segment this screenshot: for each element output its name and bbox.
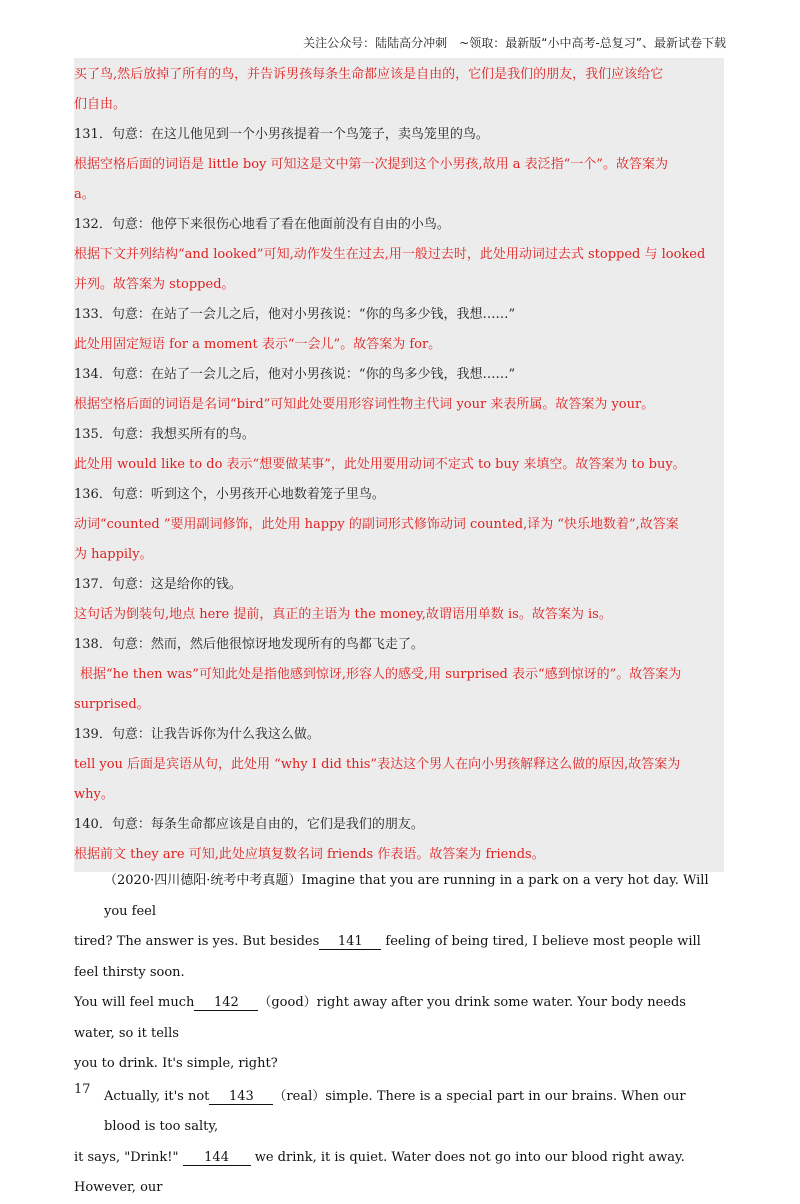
passage-line [74, 927, 724, 988]
passage-text: tired? The answer is yes. But besides [74, 934, 320, 949]
passage-line [74, 988, 724, 1049]
passage-text: we drink, it is quiet. Water does not go into our blood right away. However, our [74, 1149, 685, 1195]
answer-explanation-line: 此处用固定短语 for a moment 表示“一会儿”。故答案为 for。 [74, 337, 442, 352]
reading-passage [74, 866, 724, 1204]
passage-line: you to drink. It's simple, right? [74, 1056, 278, 1071]
passage-text: （real）simple. There is a special part in our brains. When our blood is too salty, [104, 1088, 686, 1134]
blank-143[interactable]: 143 [209, 1090, 273, 1105]
answer-explanation-line: 根据空格后面的词语是名词“bird”可知此处要用形容词性物主代词 your 来表所属。故答案为 your。 [74, 397, 655, 412]
answer-explanations [74, 58, 724, 872]
answer-explanation-line: tell you 后面是宾语从句，此处用 “why I did this”表达这个男人在向小男孩解释这么做的原因,故答案为 [74, 757, 681, 772]
page-number: 17 [74, 1082, 91, 1097]
answer-explanation-line: a。 [74, 187, 95, 202]
page-header: 关注公众号：陆陆高分冲刺 ~领取：最新版“小中高考-总复习”、最新试卷下载 [303, 36, 726, 50]
question-translation-line: 137．句意：这是给你的钱。 [74, 577, 242, 592]
answer-explanation-line: why。 [74, 787, 114, 802]
passage-text: You will feel much [74, 995, 195, 1010]
blank-144[interactable]: 144 [183, 1151, 251, 1166]
passage-line [74, 1082, 724, 1143]
question-translation-line: 134．句意：在站了一会儿之后，他对小男孩说：“你的鸟多少钱，我想……” [74, 367, 516, 382]
answer-explanation-line: 动词“counted ”要用副词修饰，此处用 happy 的副词形式修饰动词 counted,译为 “快乐地数着”,故答案 [74, 517, 679, 532]
passage-text: it says, "Drink!" [74, 1149, 183, 1165]
answer-explanation-line: 们自由。 [74, 97, 127, 112]
answer-explanation-line: 为 happily。 [74, 547, 153, 562]
answer-explanation-line: 根据空格后面的词语是 little boy 可知这是文中第一次提到这个小男孩,故用 a 表泛指“一个”。故答案为 [74, 157, 668, 172]
answer-explanation-line: 这句话为倒装句,地点 here 提前，真正的主语为 the money,故谓语用单数 is。故答案为 is。 [74, 607, 612, 622]
answer-explanation-line: 此处用 would like to do 表示“想要做某事”，此处用要用动词不定式 to buy 来填空。故答案为 to buy。 [74, 457, 686, 472]
question-translation-line: 139．句意：让我告诉你为什么我这么做。 [74, 727, 320, 742]
passage-text: （good）right away after you drink some water. Your body needs water, so it tells [74, 995, 686, 1041]
question-translation-line: 131．句意：在这儿他见到一个小男孩提着一个鸟笼子，卖鸟笼里的鸟。 [74, 127, 489, 142]
answer-explanation-line: 根据前文 they are 可知,此处应填复数名词 friends 作表语。故答案为 friends。 [74, 847, 545, 862]
question-translation-line: 133．句意：在站了一会儿之后，他对小男孩说：“你的鸟多少钱，我想……” [74, 307, 516, 322]
passage-text: Actually, it's not [104, 1088, 210, 1104]
answer-explanation-line: surprised。 [74, 697, 150, 712]
question-translation-line: 135．句意：我想买所有的鸟。 [74, 427, 255, 442]
answer-explanation-line: 并列。故答案为 stopped。 [74, 277, 235, 292]
answer-explanation-line: 买了鸟,然后放掉了所有的鸟，并告诉男孩每条生命都应该是自由的，它们是我们的朋友，我们应该给它 [74, 67, 664, 82]
blank-141[interactable]: 141 [319, 935, 381, 950]
passage-line [74, 1143, 724, 1204]
passage-line: （2020·四川德阳·统考中考真题）Imagine that you are running in a park on a very hot day. Will you feel [104, 873, 709, 919]
question-translation-line: 136．句意：听到这个，小男孩开心地数着笼子里鸟。 [74, 487, 385, 502]
answer-explanation-line: 根据下文并列结构“and looked”可知,动作发生在过去,用一般过去时，此处用动词过去式 stopped 与 looked [74, 247, 706, 262]
answer-explanation-line: 根据“he then was”可知此处是指他感到惊讶,形容人的感受,用 surprised 表示“感到惊讶的”。故答案为 [80, 667, 682, 682]
blank-142[interactable]: 142 [194, 996, 258, 1011]
question-translation-line: 132．句意：他停下来很伤心地看了看在他面前没有自由的小鸟。 [74, 217, 450, 232]
question-translation-line: 138．句意：然而，然后他很惊讶地发现所有的鸟都飞走了。 [74, 637, 424, 652]
question-translation-line: 140．句意：每条生命都应该是自由的，它们是我们的朋友。 [74, 817, 424, 832]
passage-text: feeling of being tired, I believe most people will feel thirsty soon. [74, 934, 701, 980]
